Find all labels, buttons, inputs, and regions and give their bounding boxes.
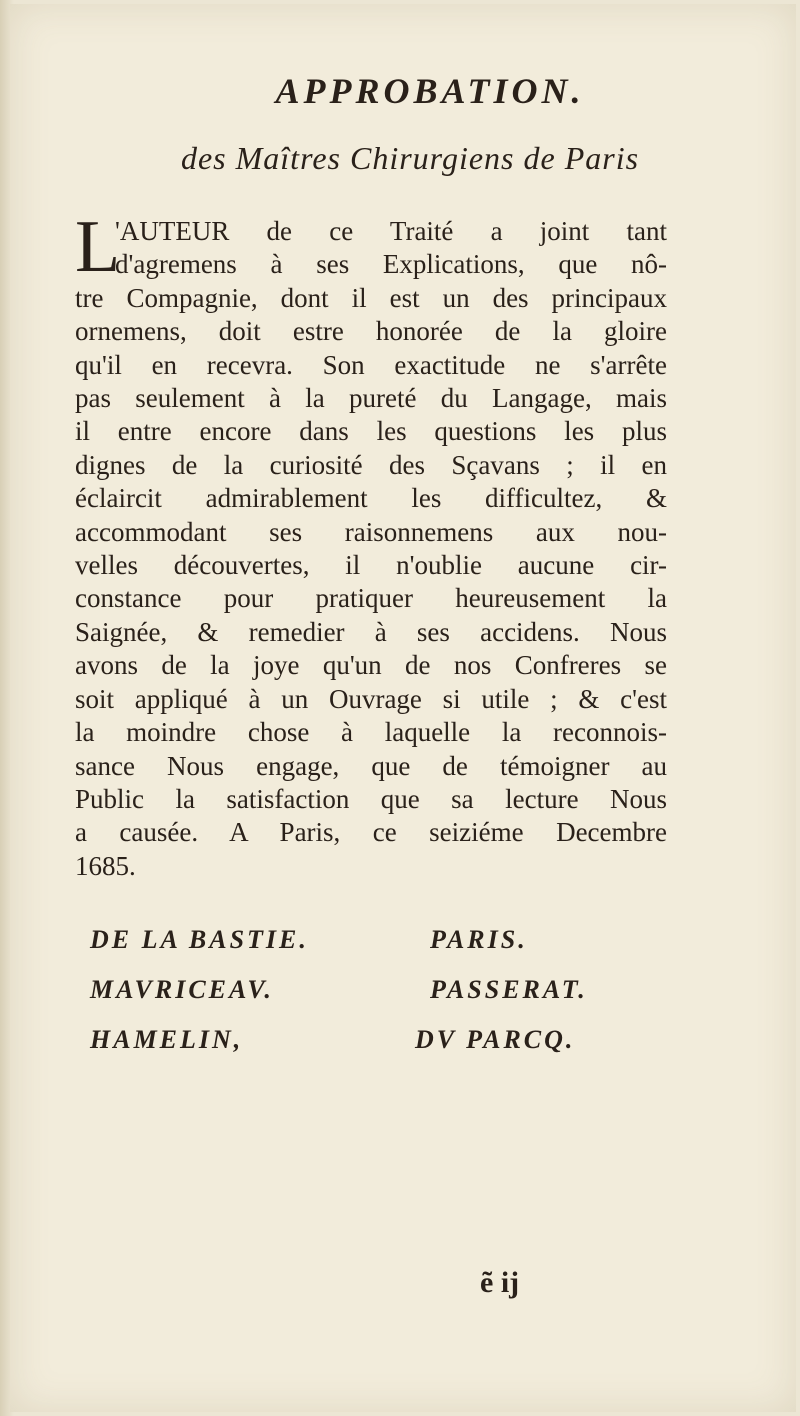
text-line: 'AUTEUR de ce Traité a joint tant	[115, 216, 667, 246]
text-line: tre Compagnie, dont il est un des principaux	[75, 282, 667, 313]
folio-signature-mark: ẽ ij	[480, 1266, 520, 1299]
text-line: dignes de la curiosité des Sçavans ; il en	[75, 449, 667, 480]
drop-cap: L	[75, 206, 121, 288]
text-line: éclaircit admirablement les difficultez, &	[75, 483, 667, 514]
text-line: la moindre chose à laquelle la reconnois-	[75, 717, 667, 748]
approbation-text	[75, 215, 667, 883]
text-line: avons de la joye qu'un de nos Confreres se	[75, 650, 667, 681]
signature-name: PASSERAT.	[430, 975, 588, 1004]
text-line: velles découvertes, il n'oublie aucune cir-	[75, 550, 667, 581]
text-line: accommodant ses raisonnemens aux nou-	[75, 516, 667, 547]
text-line: Saignée, & remedier à ses accidens. Nous	[75, 616, 667, 647]
text-line: 1685.	[75, 850, 136, 881]
text-line: d'agremens à ses Explications, que nô-	[115, 249, 667, 280]
signature-name: PARIS.	[430, 925, 528, 954]
text-line: ornemens, doit estre honorée de la gloire	[75, 316, 667, 347]
text-line: a causée. A Paris, ce seiziéme Decembre	[75, 817, 667, 848]
text-line: Public la satisfaction que sa lecture Nous	[75, 783, 667, 814]
signature-name: MAVRICEAV.	[90, 975, 274, 1004]
text-line: qu'il en recevra. Son exactitude ne s'arrête	[75, 349, 667, 380]
text-line: sance Nous engage, que de témoigner au	[75, 750, 667, 781]
text-line: pas seulement à la pureté du Langage, mais	[75, 383, 667, 414]
text-line: il entre encore dans les questions les plus	[75, 416, 667, 447]
page-subtitle: des Maîtres Chirurgiens de Paris	[180, 140, 640, 176]
signature-name: HAMELIN,	[90, 1025, 244, 1054]
signature-name: DE LA BASTIE.	[90, 925, 309, 954]
page-title: APPROBATION.	[275, 71, 585, 111]
signature-name: DV PARCQ.	[415, 1025, 576, 1054]
text-line: constance pour pratiquer heureusement la	[75, 583, 667, 614]
text-line: soit appliqué à un Ouvrage si utile ; & c'est	[75, 683, 667, 714]
